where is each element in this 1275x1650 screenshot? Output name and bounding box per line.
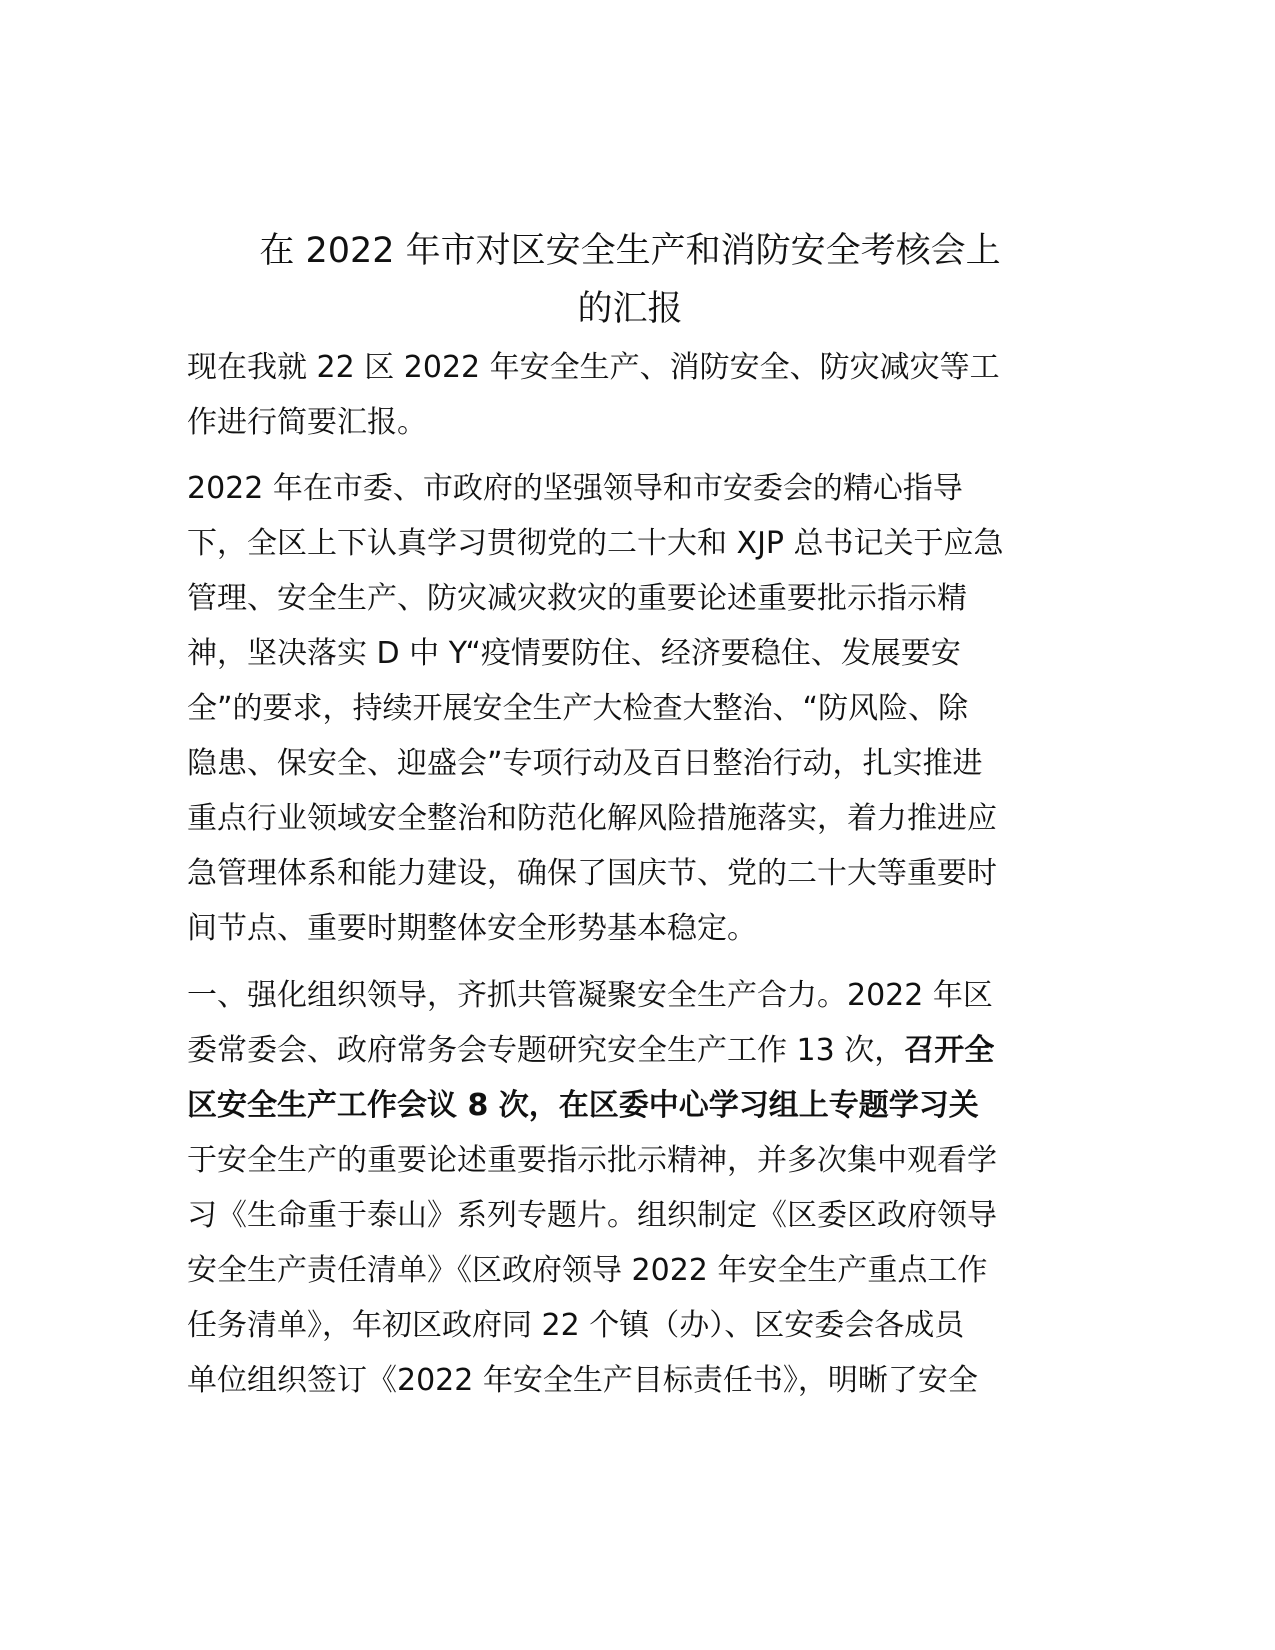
paragraph-3-bold-text: 区安全生产工作会议 8 次，	[187, 1088, 559, 1123]
title-line: 在 2022 年市对区安全生产和消防安全考核会上	[259, 231, 1001, 271]
paragraph-3-line: 任务清单》，年初区政府同 22 个镇（办）、区安委会各成员	[187, 1308, 965, 1343]
paragraph-2-line: 急管理体系和能力建设，确保了国庆节、党的二十大等重要时	[187, 856, 997, 891]
paragraph-2-line: 管理、安全生产、防灾减灾救灾的重要论述重要批示指示精	[187, 581, 967, 616]
paragraph-1-line: 作进行简要汇报。	[187, 405, 427, 440]
paragraph-3-line: 于安全生产的重要论述重要指示批示精神，并多次集中观看学	[187, 1143, 997, 1178]
paragraph-3-line: 安全生产责任清单》《区政府领导 2022 年安全生产重点工作	[187, 1253, 988, 1288]
paragraph-2-line: 神，坚决落实 D 中 Y“疫情要防住、经济要稳住、发展要安	[187, 636, 961, 671]
paragraph-3-line: 单位组织签订《2022 年安全生产目标责任书》，明晰了安全	[187, 1363, 978, 1398]
paragraph-3-text: 委常委会、政府常务会专题研究安全生产工作 13 次，	[187, 1033, 905, 1068]
paragraph-2-line: 下，全区上下认真学习贯彻党的二十大和 XJP 总书记关于应急	[187, 526, 1004, 561]
paragraph-3-line: 一、强化组织领导，齐抓共管凝聚安全生产合力。2022 年区	[187, 978, 993, 1013]
paragraph-3-bold-text: 在区委中心学习组上专题学习关	[558, 1088, 979, 1123]
paragraph-2-line: 2022 年在市委、市政府的坚强领导和市安委会的精心指导	[187, 471, 963, 506]
paragraph-2-line: 重点行业领域安全整治和防范化解风险措施落实，着力推进应	[187, 801, 997, 836]
title-line: 的汇报	[577, 289, 683, 329]
paragraph-1-line: 现在我就 22 区 2022 年安全生产、消防安全、防灾减灾等工	[187, 350, 1000, 385]
paragraph-3-line	[187, 1086, 1087, 1126]
paragraph-2-line: 隐患、保安全、迎盛会”专项行动及百日整治行动，扎实推进	[187, 746, 983, 781]
paragraph-2-line: 间节点、重要时期整体安全形势基本稳定。	[187, 911, 757, 946]
document-title	[180, 222, 1080, 338]
paragraph-2-line: 全”的要求，持续开展安全生产大检查大整治、“防风险、除	[187, 691, 969, 726]
paragraph-3-line	[187, 1031, 1087, 1071]
paragraph-3-bold-text: 召开全	[904, 1033, 995, 1068]
paragraph-3-line: 习《生命重于泰山》系列专题片。组织制定《区委区政府领导	[187, 1198, 997, 1233]
